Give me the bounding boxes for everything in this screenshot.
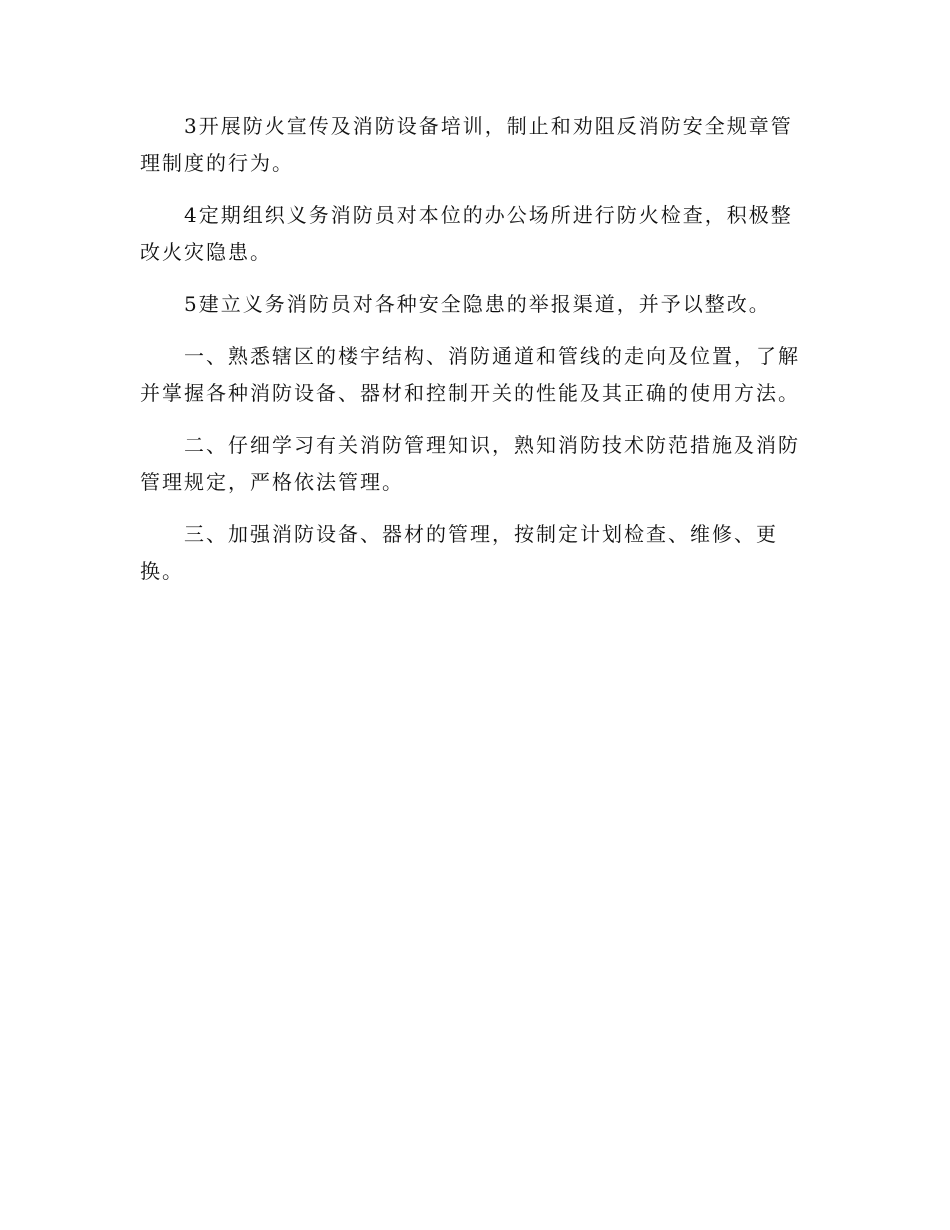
paragraph-section-3-equipment: 三、加强消防设备、器材的管理，按制定计划检查、维修、更换。 xyxy=(140,522,778,583)
document-body xyxy=(140,108,810,605)
paragraph-item-4-fire-inspection: 4定期组织义务消防员对本位的办公场所进行防火检查，积极整改火灾隐患。 xyxy=(140,203,793,264)
paragraph-item-3-publicity-training: 3开展防火宣传及消防设备培训，制止和劝阻反消防安全规章管理制度的行为。 xyxy=(140,114,793,175)
paragraph-section-1-familiarize: 一、熟悉辖区的楼宇结构、消防通道和管线的走向及位置，了解并掌握各种消防设备、器材和控制开关的性能及其正确的使用方法。 xyxy=(140,344,800,405)
paragraph-section-2-study: 二、仔细学习有关消防管理知识，熟知消防技术防范措施及消防管理规定，严格依法管理。 xyxy=(140,433,800,494)
paragraph-item-5-hazard-reporting: 5建立义务消防员对各种安全隐患的举报渠道，并予以整改。 xyxy=(184,292,771,316)
